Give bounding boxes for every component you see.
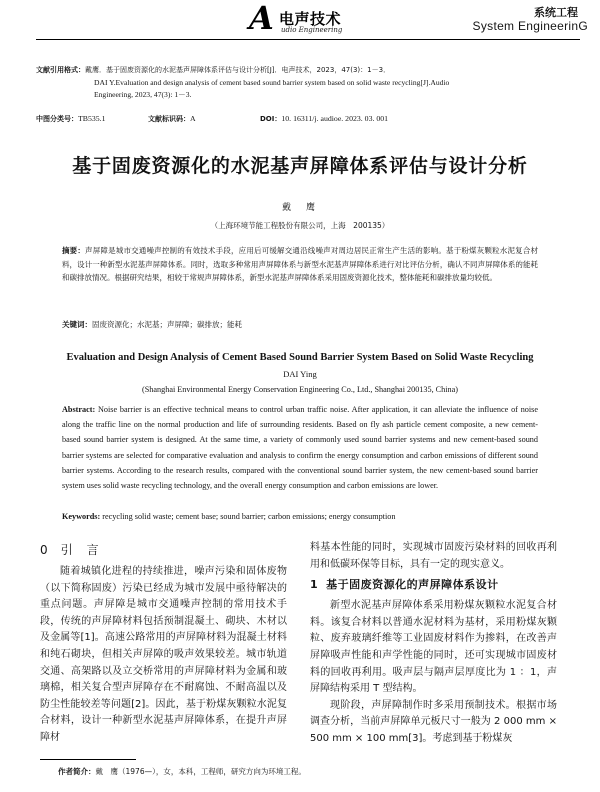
doc-code-value: A: [190, 114, 196, 123]
doc-code-label: 文献标识码：: [148, 115, 190, 123]
keywords-cn-label: 关键词：: [62, 320, 92, 329]
section-title-en: System EngineerinG: [472, 19, 588, 33]
citation-en-line2: Engineering, 2023, 47(3): 1－3.: [94, 90, 192, 99]
abstract-cn-label: 摘要：: [62, 246, 86, 255]
section-1-number: 1: [310, 578, 319, 592]
citation-en-line1: DAI Y.Evaluation and design analysis of cement based sound barrier system based on solid waste recycling[J].Audio: [94, 77, 450, 87]
section-1-heading: [310, 575, 557, 595]
abstract-cn-text: 声屏障是城市交通噪声控制的有效技术手段，应用后可缓解交通沿线噪声对周边居民正常生产生活的影响。基于粉煤灰颗粒水泥复合材料，设计一种新型水泥基声屏障体系。同时，选取多种常用声屏障体系与新型水泥基声屏障体系进行对比评估分析，确认不同声屏障体系的能耗和碳排放情况。根据研究结果，相较于常规声屏障体系，新型水泥基声屏障体系采用固废资源化技术，整体能耗和碳排放量均较低。: [62, 246, 539, 283]
abstract-en: [62, 402, 538, 493]
abstract-en-label: Abstract:: [62, 405, 96, 414]
citation-label: 文献引用格式：: [36, 66, 85, 74]
title-en: Evaluation and Design Analysis of Cement Based Sound Barrier System Based on Solid Waste Recycling: [66, 352, 534, 363]
author-cn: 戴 鹰: [281, 203, 318, 213]
author-footnote: [58, 766, 306, 777]
section-1-paragraph-2: 现阶段，声屏障制作时多采用预制技术。根据市场调查分析，当前声屏障单元板尺寸一般为 2 000 mm × 500 mm × 100 mm[3]。考虑到基于粉煤灰: [310, 699, 557, 744]
footnote-label: 作者简介：: [58, 767, 96, 776]
section-0-title: 引 言: [60, 543, 100, 557]
doi-value: 10. 16311/j. audioe. 2023. 03. 001: [281, 114, 389, 123]
affiliation-cn: （上海环境节能工程股份有限公司，上海 200135）: [210, 221, 390, 230]
journal-logo: [249, 2, 367, 38]
section-0-heading: [40, 540, 287, 560]
body-column-right: [310, 540, 557, 748]
section-1-title: 基于固废资源化的声屏障体系设计: [326, 578, 499, 592]
keywords-cn-text: 固废资源化；水泥基；声屏障；碳排放；能耗: [92, 320, 242, 329]
affiliation-en: (Shanghai Environmental Energy Conservation Engineering Co., Ltd., Shanghai 200135, China): [142, 385, 458, 394]
author-en: DAI Ying: [283, 369, 317, 379]
article-identifiers: [36, 114, 571, 124]
keywords-en: [62, 512, 538, 521]
citation-block: [36, 64, 571, 102]
keywords-cn: [62, 319, 538, 330]
journal-logo-en: udio Engineering: [281, 26, 343, 34]
keywords-en-label: Keywords:: [62, 512, 101, 521]
header-rule: [36, 39, 580, 40]
section-1-paragraph-1: 新型水泥基声屏障体系采用粉煤灰颗粒水泥复合材料。该复合材料以普通水泥材料为基材，采用粉煤灰颗粒、废弃玻璃纤维等工业固废材料作为掺料，在改善声屏障吸声性能和声学性能的同时，还可实现城市固废材料的回收再利用。吸声层与隔声层厚度比为 1 ：1，声屏障结构采用 T 型结构。: [310, 600, 557, 695]
section-0-paragraph: 随着城镇化进程的持续推进，噪声污染和固体废物（以下简称固废）污染已经成为城市发展中亟待解决的重点问题。声屏障是城市交通噪声控制的常用技术手段，传统的声屏障材料包括预制混凝土、砌块、木材以及金属等[1]。高速公路常用的声屏障材料为混凝土材料和纯石砌块，但相关声屏障的吸声效果较差。城市轨道交通、高架路以及立交桥常用的声屏障材料为金属和玻璃棉，相关复合型声屏障存在不耐腐蚀、不耐高温以及防尘性能较差等问题[2]。因此，基于粉煤灰颗粒水泥复合材料，设计一种新型水泥基声屏障体系，在提升声屏障材: [40, 566, 287, 743]
doi-label: DOI：: [260, 115, 282, 123]
continued-paragraph: 料基本性能的同时，实现城市固废污染材料的回收再利用和低碳环保等目标，具有一定的现实意义。: [310, 542, 557, 570]
body-column-left: [40, 540, 287, 747]
section-title-cn: 系统工程: [534, 6, 578, 19]
clc-value: TB535.1: [78, 114, 106, 123]
keywords-en-text: recycling solid waste; cement base; sound barrier; carbon emissions; energy consumption: [102, 512, 396, 521]
footnote-rule: [40, 759, 136, 760]
clc-label: 中图分类号：: [36, 115, 78, 123]
section-header: [473, 6, 588, 33]
citation-cn: 戴鹰．基于固废资源化的水泥基声屏障体系评估与设计分析[J]．电声技术，2023，47(3)：1－3．: [85, 66, 391, 74]
abstract-cn: [62, 244, 538, 285]
abstract-en-text: Noise barrier is an effective technical means to control urban traffic noise. After application, it can alleviate the influence of noise along the traffic line on the normal production and life of surrounding residents. Based on fly ash particle cement composite, a new cement-based sound barrier system is designed. At the same time, a variety of commonly used sound barrier systems and new cement-based sound barrier systems are selected for comparative evaluation and analysis to confirm the energy consumption and carbon emissions of different sound barrier systems. According to the research results, compared with the conventional sound barrier system, the new cement-based sound barrier system uses solid waste recycling technology, and the overall energy consumption and carbon emissions are lower.: [62, 405, 539, 491]
journal-logo-mark: A: [249, 0, 274, 37]
footnote-text: 戴 鹰（1976—），女，本科，工程师，研究方向为环境工程。: [95, 767, 306, 776]
section-0-number: 0: [40, 543, 49, 557]
title-cn: 基于固废资源化的水泥基声屏障体系评估与设计分析: [72, 155, 528, 177]
journal-logo-cn: 电声技术: [279, 10, 342, 28]
